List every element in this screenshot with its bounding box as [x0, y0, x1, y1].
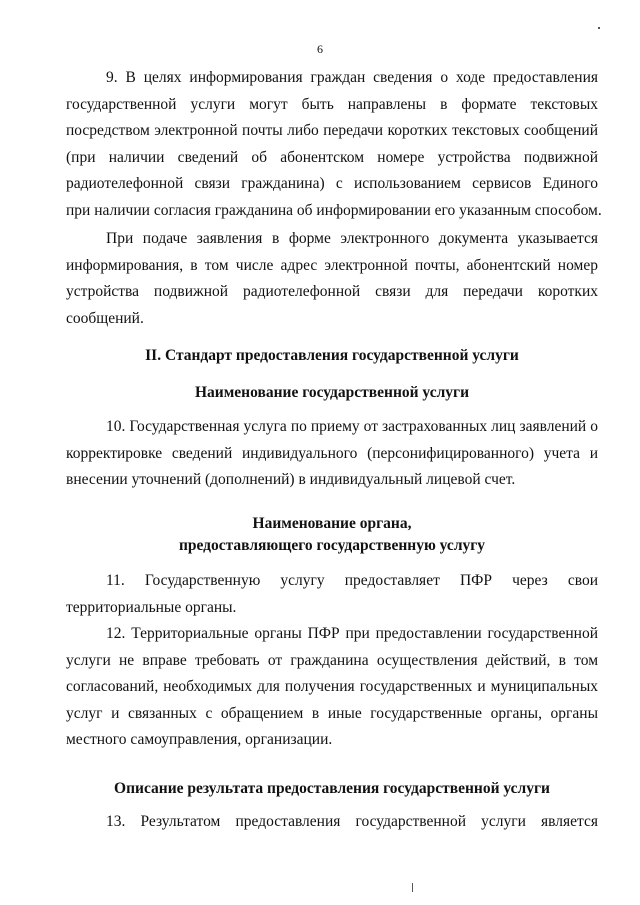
- text-line: 10. Государственная услуга по приему от застрахованных лиц заявлений о: [106, 418, 598, 435]
- page-number: 6: [317, 42, 323, 56]
- text-line: местного самоуправления, организации.: [66, 731, 333, 749]
- paragraph-11: [66, 568, 598, 621]
- text-line: 9. В целях информирования граждан сведения о ходе предоставления: [106, 69, 598, 86]
- heading-service-name: Наименование государственной услуги: [195, 384, 469, 401]
- text-line: государственной услуги могут быть направлены в формате текстовых: [66, 95, 598, 113]
- text-line: 12. Территориальные органы ПФР при предоставлении государственной: [106, 625, 598, 642]
- scan-speck: [598, 27, 600, 29]
- text-line: сообщений.: [66, 309, 144, 327]
- text-line: согласований, необходимых для получения государственных и муниципальных: [66, 678, 598, 696]
- text-line: устройства подвижной радиотелефонной связи для передачи коротких: [66, 283, 598, 301]
- text-line: 13. Результатом предоставления государственной услуги является: [106, 813, 598, 830]
- paragraph-10: [66, 414, 598, 494]
- text-line: при наличии согласия гражданина об информировании его указанным способом.: [66, 201, 602, 219]
- text-line: посредством электронной почты либо передачи коротких текстовых сообщений: [66, 122, 598, 140]
- scan-speck: [412, 883, 413, 892]
- paragraph-9: [66, 65, 602, 225]
- text-line: (при наличии сведений об абонентском номере устройства подвижной: [66, 148, 598, 166]
- paragraph-13: [66, 809, 598, 836]
- text-line: При подаче заявления в форме электронного документа указывается: [106, 230, 598, 247]
- text-line: 11. Государственную услугу предоставляет ПФР через свои: [106, 572, 598, 589]
- text-line: внесении уточнений (дополнений) в индивидуальный лицевой счет.: [66, 471, 516, 489]
- paragraph-12: [66, 621, 598, 754]
- text-line: территориальные органы.: [66, 598, 237, 616]
- text-line: услуг и связанных с обращением в иные государственные органы, органы: [66, 704, 598, 722]
- text-line: информирования, в том числе адрес электронной почты, абонентский номер: [66, 256, 598, 274]
- paragraph-9-notification: [66, 226, 598, 332]
- text-line: услуги не вправе требовать от гражданина осуществления действий, в том: [66, 651, 598, 669]
- section-title: II. Стандарт предоставления государственной услуги: [145, 347, 519, 364]
- heading-organ: Наименование органа,: [252, 515, 412, 532]
- text-line: корректировке сведений индивидуального (персонифицированного) учета и: [66, 444, 598, 462]
- heading-result: Описание результата предоставления государственной услуги: [114, 780, 550, 797]
- heading-organ-line2: предоставляющего государственную услугу: [178, 537, 486, 554]
- text-line: радиотелефонной связи гражданина) с использованием сервисов Единого: [66, 175, 598, 193]
